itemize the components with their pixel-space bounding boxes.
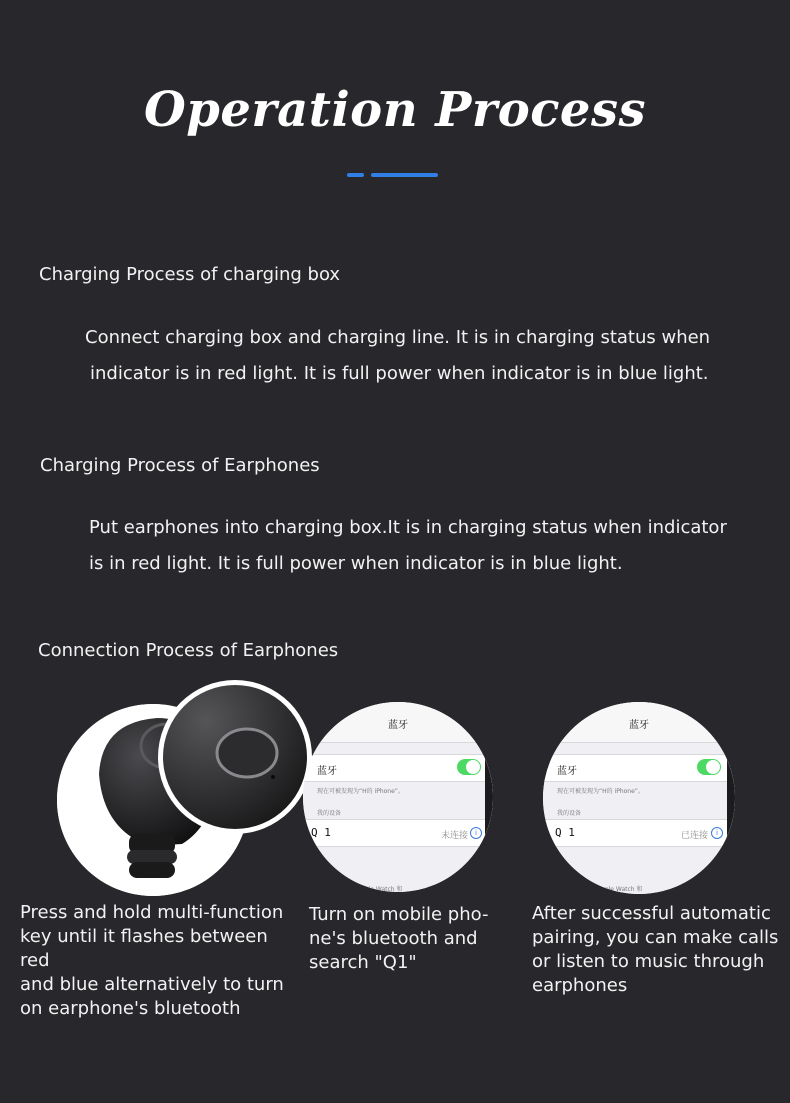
section-text-earphones	[89, 510, 769, 582]
caption-line: or listen to music through	[532, 951, 765, 972]
earphone-zoom-image	[163, 685, 307, 829]
other-devices-text: 配对 Apple Watch 和	[343, 886, 403, 892]
device-name[interactable]: Q 1	[555, 826, 575, 839]
caption-line: ne's bluetooth and	[309, 928, 478, 949]
back-chevron-icon: ‹	[565, 714, 570, 728]
section-text-charging-box	[85, 320, 765, 392]
text-line: indicator is in red light. It is full power when indicator is in blue light.	[90, 363, 709, 384]
section-heading-connection: Connection Process of Earphones	[38, 640, 339, 661]
title-underline-long	[371, 173, 438, 177]
other-devices-text: 配对 Apple Watch 和	[583, 886, 643, 893]
info-icon[interactable]: i	[711, 827, 723, 839]
caption-line: Press and hold multi-function	[20, 902, 284, 923]
loading-spinner-icon: ✲	[559, 867, 565, 874]
section-heading-charging-box: Charging Process of charging box	[39, 264, 341, 285]
step-caption-earphone	[20, 901, 300, 1021]
step-caption-search	[309, 903, 519, 975]
bluetooth-label: 蓝牙	[317, 766, 337, 777]
device-status: 已连接	[681, 831, 709, 841]
phone-screen-search	[303, 702, 493, 892]
screen-title: 蓝牙	[388, 720, 408, 731]
back-chevron-icon: ‹	[325, 714, 330, 728]
text-line: Connect charging box and charging line. It is in charging status when	[85, 327, 711, 348]
bluetooth-toggle[interactable]	[457, 759, 481, 775]
caption-line: After successful automatic	[532, 903, 771, 924]
discoverable-text: 现在可被发现为“H的 iPhone”。	[557, 788, 644, 795]
step-caption-connected	[532, 902, 782, 998]
caption-line: pairing, you can make calls	[532, 927, 779, 948]
phone-screen-connected	[543, 702, 735, 894]
device-status: 未连接	[441, 831, 469, 841]
caption-line: key until it flashes between red	[20, 926, 268, 971]
caption-line: and blue alternatively to turn	[20, 974, 284, 995]
title-underline-short	[347, 173, 364, 177]
loading-spinner-icon: ✲	[319, 867, 325, 874]
my-devices-label: 我的设备	[557, 810, 582, 817]
bluetooth-label: 蓝牙	[557, 766, 577, 777]
bluetooth-toggle[interactable]	[697, 759, 721, 775]
section-heading-earphones: Charging Process of Earphones	[40, 455, 320, 476]
caption-line: Turn on mobile pho-	[309, 904, 489, 925]
earphone-button-closeup-icon	[163, 685, 307, 829]
caption-line: search "Q1"	[309, 952, 417, 973]
caption-line: on earphone's bluetooth	[20, 998, 241, 1019]
screen-title: 蓝牙	[629, 720, 649, 731]
device-name[interactable]: Q 1	[311, 826, 331, 839]
text-line: Put earphones into charging box.It is in charging status when indicator	[89, 517, 727, 538]
caption-line: earphones	[532, 975, 628, 996]
info-icon[interactable]: i	[470, 827, 482, 839]
text-line: is in red light. It is full power when indicator is in blue light.	[89, 553, 623, 574]
my-devices-label: 我的设备	[317, 810, 342, 817]
page-title: Operation Process	[143, 82, 647, 138]
discoverable-text: 现在可被发现为“H的 iPhone”。	[317, 788, 404, 795]
